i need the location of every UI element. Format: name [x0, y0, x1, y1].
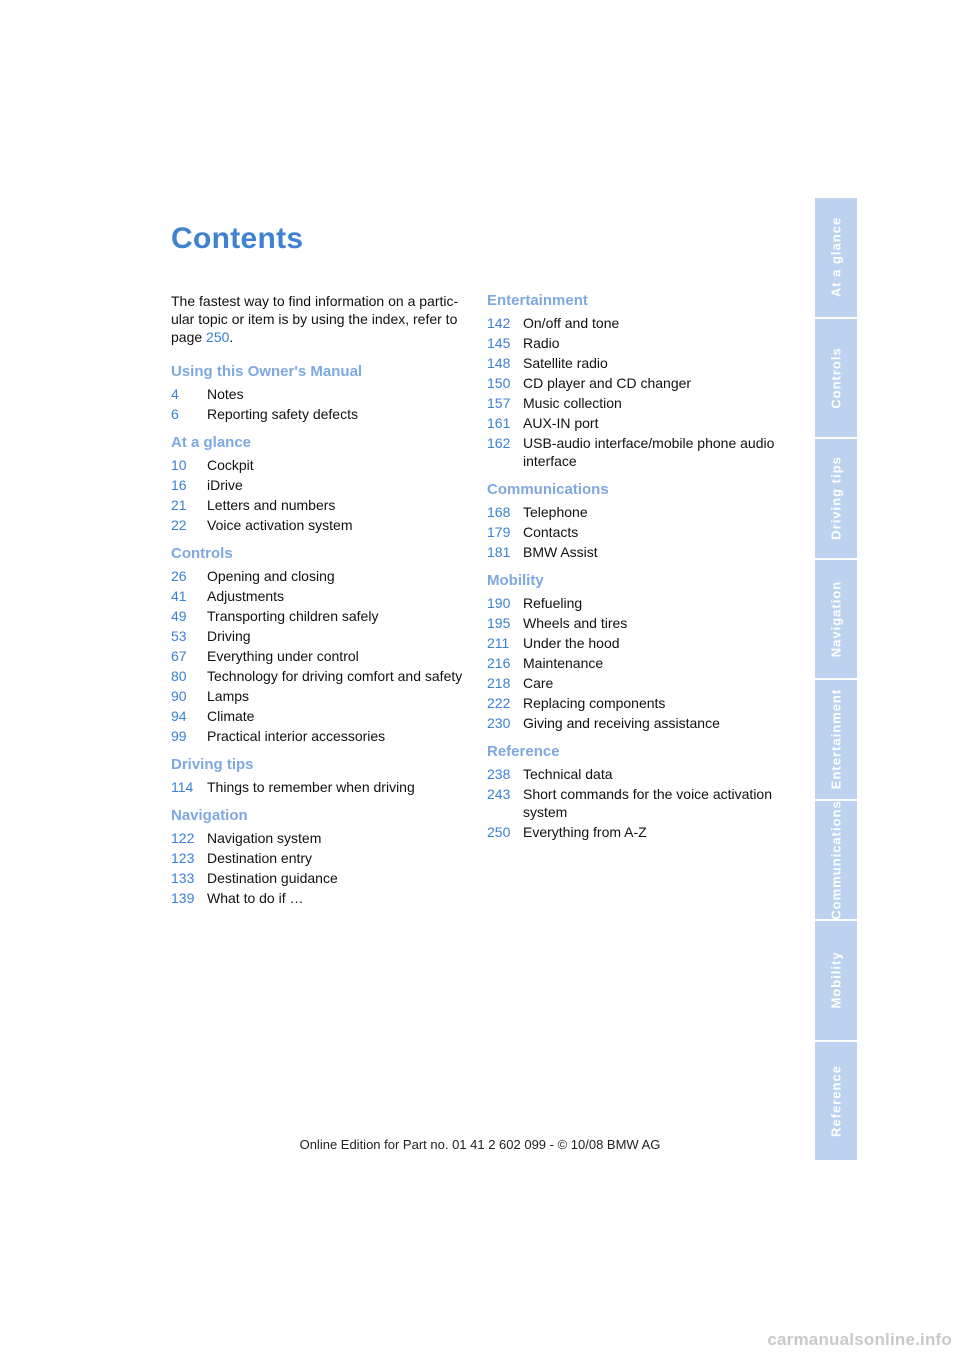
entry-title: Practical interior accessories [207, 728, 386, 744]
page-number[interactable]: 161 [487, 415, 511, 431]
page-number[interactable]: 181 [487, 544, 511, 560]
page-number[interactable]: 145 [487, 335, 511, 351]
section-title[interactable]: At a glance [171, 434, 252, 451]
toc-entry[interactable] [487, 634, 787, 652]
page-number[interactable]: 211 [487, 635, 510, 651]
section-title[interactable]: Navigation [171, 807, 248, 824]
page-number[interactable]: 216 [487, 655, 511, 671]
toc-right-column [487, 291, 787, 851]
toc-entry[interactable] [171, 496, 471, 514]
tab-at-a-glance[interactable] [815, 198, 857, 319]
page-number[interactable]: 16 [171, 477, 187, 493]
entry-title: Destination entry [207, 850, 313, 866]
tab-label: At a glance [828, 217, 844, 298]
toc-entry[interactable] [171, 385, 471, 403]
toc-left-column [171, 362, 471, 917]
entry-title: Cockpit [207, 457, 254, 473]
page-number[interactable]: 250 [487, 824, 511, 840]
toc-entry[interactable] [171, 889, 471, 907]
page-number[interactable]: 114 [171, 779, 194, 795]
entry-title: Voice activation system [207, 517, 353, 533]
toc-entry[interactable] [171, 687, 471, 705]
toc-entry[interactable] [487, 414, 787, 432]
entry-title: Destination guidance [207, 870, 338, 886]
toc-entry[interactable] [487, 354, 787, 372]
section-title[interactable]: Reference [487, 743, 560, 760]
entry-title: Notes [207, 386, 244, 402]
page-number[interactable]: 26 [171, 568, 187, 584]
toc-section [487, 291, 787, 470]
tab-label: Communications [828, 800, 844, 920]
entry-title: Navigation system [207, 830, 322, 846]
page-number[interactable]: 80 [171, 668, 187, 684]
chapter-tab-bar [815, 198, 857, 1160]
toc-section [171, 755, 471, 796]
tab-mobility[interactable] [815, 921, 857, 1042]
page-number[interactable]: 122 [171, 830, 195, 846]
page-number[interactable]: 4 [171, 386, 179, 402]
entry-title: Adjustments [207, 588, 285, 604]
entry-title: Short commands for the voice activation system [523, 786, 773, 820]
entry-title: Reporting safety defects [207, 406, 358, 422]
entry-title: Everything from A-Z [523, 824, 647, 840]
intro-text: The fastest way to find information on a particular topic or item is by using the index, refer to page [171, 293, 459, 345]
entry-title: Things to remember when driving [207, 779, 415, 795]
toc-entry[interactable] [487, 374, 787, 392]
toc-section [171, 362, 471, 423]
toc-entry[interactable] [171, 647, 471, 665]
entry-title: Driving [207, 628, 251, 644]
toc-section [487, 480, 787, 561]
entry-title: What to do if … [207, 890, 304, 906]
page-title: Contents [171, 222, 304, 255]
page-number[interactable]: 133 [171, 870, 195, 886]
toc-entry[interactable] [487, 694, 787, 712]
toc-section [171, 806, 471, 907]
entry-title: Transporting children safely [207, 608, 379, 624]
toc-entry[interactable] [487, 334, 787, 352]
toc-entry[interactable] [171, 707, 471, 725]
tab-label: Navigation [828, 580, 844, 657]
page-number[interactable]: 190 [487, 595, 511, 611]
footer-edition-note: Online Edition for Part no. 01 41 2 602 099 - © 10/08 BMW AG [299, 1137, 661, 1152]
toc-entry[interactable] [487, 674, 787, 692]
entry-title: Lamps [207, 688, 250, 704]
section-title[interactable]: Communications [487, 481, 609, 498]
toc-entry[interactable] [171, 405, 471, 423]
tab-label: Controls [828, 347, 844, 409]
toc-entry[interactable] [171, 727, 471, 745]
entry-title: Climate [207, 708, 255, 724]
toc-entry[interactable] [487, 614, 787, 632]
entry-title: Satellite radio [523, 355, 608, 371]
toc-entry[interactable] [171, 667, 471, 685]
page-number[interactable]: 67 [171, 648, 187, 664]
tab-navigation[interactable] [815, 560, 857, 681]
tab-entertainment[interactable] [815, 680, 857, 801]
toc-entry[interactable] [171, 869, 471, 887]
entry-title: Contacts [523, 524, 579, 540]
entry-title: Refueling [523, 595, 583, 611]
entry-title: Technology for driving comfort and safety [207, 668, 463, 684]
tab-controls[interactable] [815, 319, 857, 440]
page-number[interactable]: 10 [171, 457, 187, 473]
toc-entry[interactable] [487, 785, 787, 821]
entry-title: BMW Assist [523, 544, 598, 560]
page-number[interactable]: 99 [171, 728, 187, 744]
page-number[interactable]: 162 [487, 435, 511, 451]
toc-entry[interactable] [487, 654, 787, 672]
watermark: carmanualsonline.info [767, 1330, 952, 1349]
tab-communications[interactable] [815, 801, 857, 922]
page-number[interactable]: 139 [171, 890, 195, 906]
section-title[interactable]: Driving tips [171, 756, 254, 773]
entry-title: Wheels and tires [523, 615, 628, 631]
entry-title: Everything under control [207, 648, 359, 664]
entry-title: Under the hood [523, 635, 620, 651]
toc-section [171, 544, 471, 745]
entry-title: On/off and tone [523, 315, 620, 331]
page-number[interactable]: 53 [171, 628, 187, 644]
toc-entry[interactable] [171, 456, 471, 474]
section-title[interactable]: Controls [171, 545, 233, 562]
intro-text-end: . [229, 329, 234, 345]
section-title[interactable]: Using this Owner's Manual [171, 363, 363, 380]
page-number[interactable]: 157 [487, 395, 511, 411]
toc-entry[interactable] [171, 778, 471, 796]
index-page-link[interactable]: 250 [206, 329, 230, 345]
page-number[interactable]: 90 [171, 688, 187, 704]
page-number[interactable]: 218 [487, 675, 511, 691]
section-title[interactable]: Entertainment [487, 292, 588, 309]
tab-label: Reference [828, 1064, 844, 1137]
page-number[interactable]: 243 [487, 786, 511, 802]
toc-entry[interactable] [171, 476, 471, 494]
page-number[interactable]: 94 [171, 708, 187, 724]
toc-entry[interactable] [487, 823, 787, 841]
page-number[interactable]: 238 [487, 766, 511, 782]
entry-title: CD player and CD changer [523, 375, 692, 391]
toc-section [487, 571, 787, 732]
entry-title: AUX-IN port [523, 415, 599, 431]
toc-entry[interactable] [487, 523, 787, 541]
toc-entry[interactable] [171, 849, 471, 867]
page-number[interactable]: 123 [171, 850, 195, 866]
page-number[interactable]: 168 [487, 504, 511, 520]
entry-title: USB-audio interface/mobile phone audio interface [523, 435, 775, 469]
tab-label: Mobility [828, 951, 844, 1009]
page-number[interactable]: 230 [487, 715, 511, 731]
page-number[interactable]: 148 [487, 355, 511, 371]
toc-entry[interactable] [171, 567, 471, 585]
entry-title: Letters and numbers [207, 497, 336, 513]
toc-entry[interactable] [487, 434, 787, 470]
section-title[interactable]: Mobility [487, 572, 544, 589]
toc-section [171, 433, 471, 534]
toc-section [487, 742, 787, 841]
entry-title: Opening and closing [207, 568, 335, 584]
entry-title: Maintenance [523, 655, 604, 671]
page-number[interactable]: 49 [171, 608, 187, 624]
toc-entry[interactable] [171, 627, 471, 645]
entry-title: iDrive [207, 477, 243, 493]
tab-driving-tips[interactable] [815, 439, 857, 560]
toc-entry[interactable] [487, 594, 787, 612]
toc-entry[interactable] [487, 543, 787, 561]
entry-title: Giving and receiving assistance [523, 715, 720, 731]
entry-title: Replacing components [523, 695, 666, 711]
entry-title: Music collection [523, 395, 622, 411]
entry-title: Technical data [523, 766, 613, 782]
toc-entry[interactable] [487, 765, 787, 783]
page-number[interactable]: 150 [487, 375, 511, 391]
page-number[interactable]: 22 [171, 517, 187, 533]
toc-entry[interactable] [171, 516, 471, 534]
page-number[interactable]: 195 [487, 615, 511, 631]
page-number[interactable]: 179 [487, 524, 511, 540]
page-number[interactable]: 222 [487, 695, 511, 711]
toc-entry[interactable] [171, 587, 471, 605]
entry-title: Care [523, 675, 554, 691]
page-number[interactable]: 41 [171, 588, 187, 604]
tab-label: Driving tips [828, 456, 844, 541]
toc-entry[interactable] [487, 714, 787, 732]
toc-entry[interactable] [487, 314, 787, 332]
page-number[interactable]: 142 [487, 315, 511, 331]
tab-label: Entertainment [828, 689, 844, 790]
page-number[interactable]: 6 [171, 406, 179, 422]
entry-title: Radio [523, 335, 560, 351]
toc-entry[interactable] [171, 829, 471, 847]
toc-entry[interactable] [487, 503, 787, 521]
entry-title: Telephone [523, 504, 588, 520]
intro-paragraph [171, 292, 471, 346]
page-number[interactable]: 21 [171, 497, 187, 513]
toc-entry[interactable] [171, 607, 471, 625]
toc-entry[interactable] [487, 394, 787, 412]
